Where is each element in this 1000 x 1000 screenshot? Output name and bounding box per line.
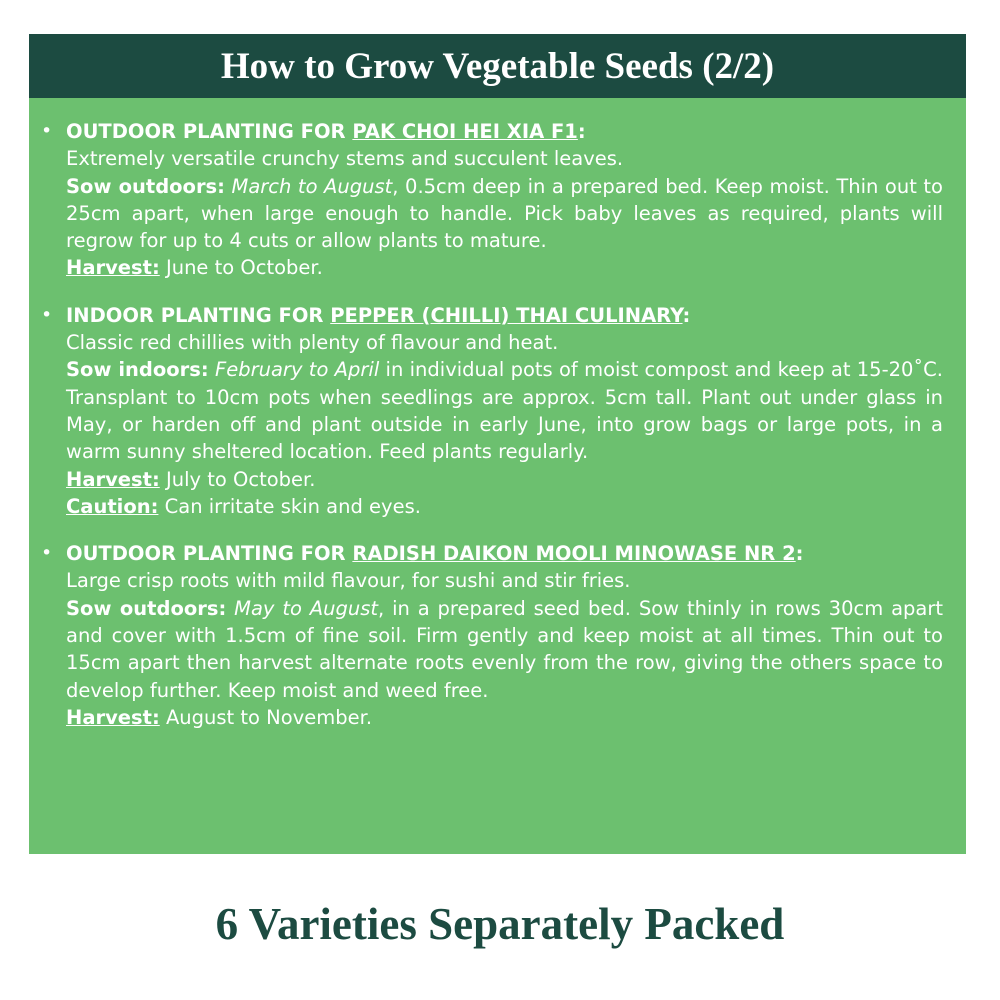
list-item-pepper	[29, 302, 966, 520]
instructions-list	[29, 118, 966, 751]
page-title: How to Grow Vegetable Seeds (2/2)	[29, 34, 966, 98]
sow-text: , 0.5cm deep in a prepared bed. Keep moist. Thin out to 25cm apart, when large enough to handle. Pick baby leaves as required, plants will regrow for up to 4 cuts or allow plants to mature.	[66, 174, 943, 253]
harvest-info	[66, 254, 943, 281]
bullet-icon: •	[41, 120, 53, 142]
section-heading: OUTDOOR PLANTING FOR PAK CHOI HEI XIA F1:	[66, 120, 586, 143]
sow-period: February to April	[215, 358, 380, 382]
instructions-card	[29, 34, 966, 854]
harvest-info	[66, 466, 943, 493]
caution-info	[66, 493, 943, 520]
section-description: Extremely versatile crunchy stems and succulent leaves.	[66, 147, 624, 171]
harvest-text: June to October.	[159, 256, 323, 280]
list-item-radish	[29, 540, 966, 731]
harvest-label: Harvest:	[66, 467, 160, 491]
sow-text: , in a prepared seed bed. Sow thinly in rows 30cm apart and cover with 1.5cm of fine soil. Firm gently and keep moist at all times. Thin out to 15cm apart then harvest alternate roots evenly from the row, giving the others space to develop further. Keep moist and weed free.	[66, 596, 944, 702]
section-heading: OUTDOOR PLANTING FOR RADISH DAIKON MOOLI MINOWASE NR 2:	[66, 542, 804, 566]
sow-text: in individual pots of moist compost and keep at 15-20˚C. Transplant to 10cm pots when seedlings are approx. 5cm tall. Plant out under glass in May, or harden off and plant outside in early June, into grow bags or large pots, in a warm sunny sheltered location. Feed plants regularly.	[66, 358, 943, 464]
sow-period: March to August	[231, 174, 393, 198]
harvest-text: August to November.	[159, 705, 373, 729]
sow-label: Sow outdoors:	[66, 596, 227, 620]
footer-tagline: 6 Varieties Separately Packed	[215, 899, 785, 949]
bullet-icon: •	[41, 542, 53, 565]
sow-instructions	[66, 173, 943, 255]
sow-label: Sow indoors:	[66, 358, 209, 382]
variety-name: PAK CHOI HEI XIA F1	[352, 120, 578, 143]
sow-instructions	[66, 356, 943, 465]
sow-label: Sow outdoors:	[66, 174, 225, 198]
sow-period: May to August	[234, 596, 379, 620]
harvest-label: Harvest:	[66, 705, 160, 729]
section-heading: INDOOR PLANTING FOR PEPPER (CHILLI) THAI CULINARY:	[66, 303, 691, 327]
list-item-pak-choi	[29, 118, 966, 282]
variety-name: PEPPER (CHILLI) THAI CULINARY	[330, 303, 683, 327]
sow-instructions	[66, 595, 943, 704]
section-description: Classic red chillies with plenty of flavour and heat.	[66, 331, 559, 355]
caution-label: Caution:	[66, 494, 159, 518]
harvest-text: July to October.	[159, 467, 316, 491]
bullet-icon: •	[41, 303, 53, 326]
harvest-info	[66, 704, 943, 731]
harvest-label: Harvest:	[66, 256, 160, 280]
variety-name: RADISH DAIKON MOOLI MINOWASE NR 2	[352, 542, 796, 566]
caution-text: Can irritate skin and eyes.	[158, 494, 421, 518]
section-description: Large crisp roots with mild flavour, for sushi and stir fries.	[66, 569, 631, 593]
